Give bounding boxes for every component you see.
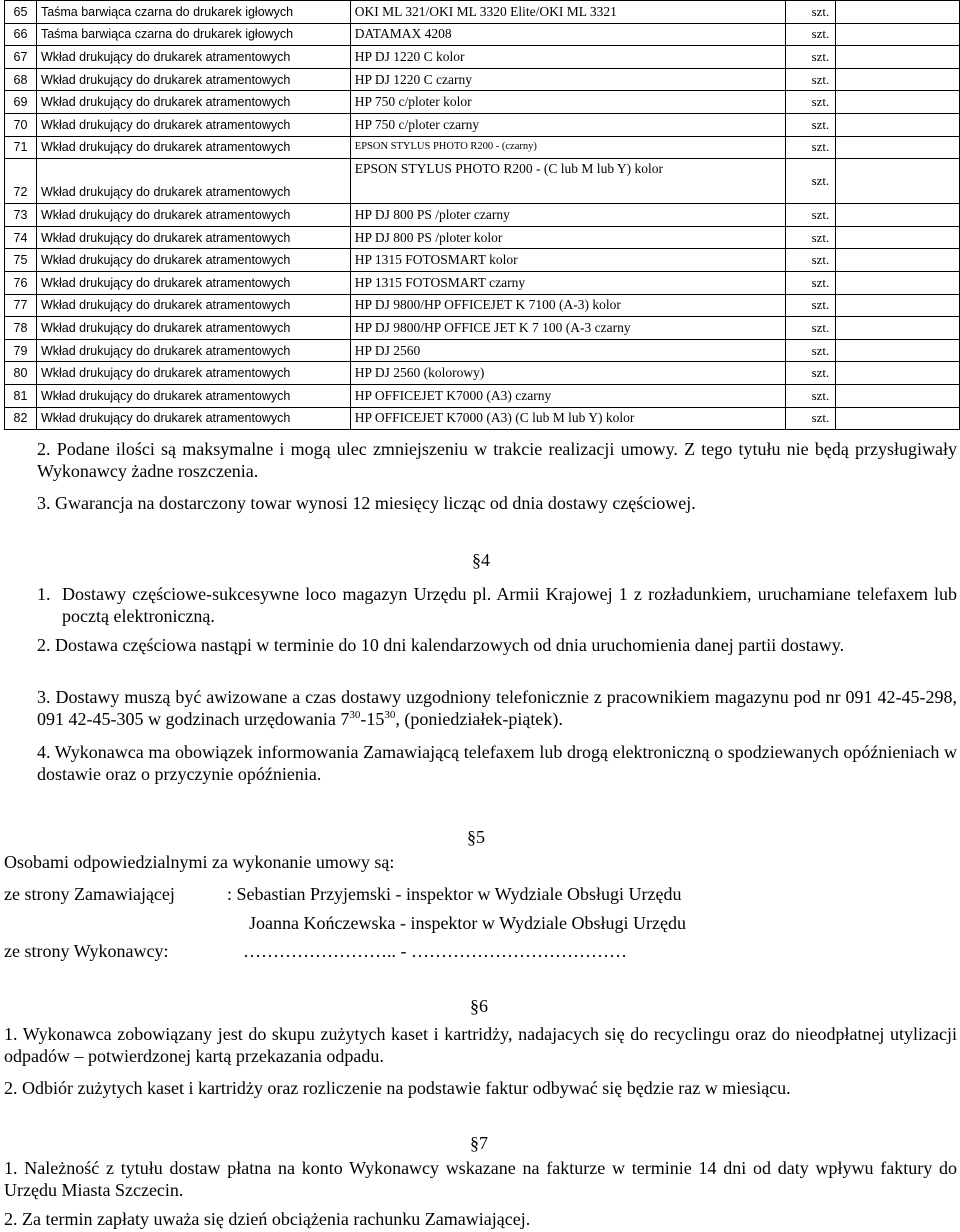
sec4-paragraph-1: Dostawy częściowe-sukcesywne loco magazyn Urzędu pl. Armii Krajowej 1 z rozładunkiem, uruchamiane telefaxem lub pocztą elektroniczną. [62, 584, 957, 626]
sec4-paragraph-1-number: 1. [37, 584, 51, 604]
cell-number: 66 [5, 23, 37, 46]
cell-printer-model: HP DJ 2560 (kolorowy) [350, 362, 786, 385]
cell-number: 65 [5, 1, 37, 24]
table-row [5, 317, 960, 340]
sec6-paragraph-1: 1. Wykonawca zobowiązany jest do skupu zużytych kaset i kartridży, nadajacych się do recyclingu oraz do nieodpłatnej utylizacji odpadów – potwierdzonej kartą przekazania odpadu. [4, 1024, 957, 1066]
sec7-paragraph-1: 1. Należność z tytułu dostaw płatna na konto Wykonawcy wskazane na fakturze w terminie 14 dni od daty wpływu faktury do Urzędu Miasta Szczecin. [4, 1158, 957, 1200]
cell-number: 76 [5, 271, 37, 294]
cell-quantity [836, 271, 960, 294]
table-row [5, 113, 960, 136]
sec4-paragraph-3: 3. Dostawy muszą być awizowane a czas dostawy uzgodniony telefonicznie z pracownikiem magazynu pod nr 091 42-45-298, 091 42-45-305 w godzinach urzędowania $7^{30}-15^{30}$, (poniedziałek-piątek). [37, 687, 957, 729]
cell-number: 78 [5, 317, 37, 340]
cell-printer-model: HP DJ 9800/HP OFFICE JET K 7 100 (A-3 czarny [350, 317, 786, 340]
cell-number: 82 [5, 407, 37, 430]
cell-unit: szt. [786, 204, 836, 227]
cell-printer-model: OKI ML 321/OKI ML 3320 Elite/OKI ML 3321 [350, 1, 786, 24]
table-row [5, 362, 960, 385]
sec5-intro: Osobami odpowiedzialnymi za wykonanie umowy są: [4, 852, 395, 872]
cell-item-name: Wkład drukujący do drukarek atramentowych [36, 249, 350, 272]
table-row [5, 294, 960, 317]
cell-item-name: Taśma barwiąca czarna do drukarek igłowych [36, 23, 350, 46]
cell-quantity [836, 1, 960, 24]
cell-item-name: Wkład drukujący do drukarek atramentowych [36, 136, 350, 159]
cell-item-name: Wkład drukujący do drukarek atramentowych [36, 46, 350, 69]
cell-printer-model: HP DJ 800 PS /ploter czarny [350, 204, 786, 227]
cell-quantity [836, 384, 960, 407]
cell-quantity [836, 46, 960, 69]
sec5-zamawiajacy-person-1: : Sebastian Przyjemski - inspektor w Wydziale Obsługi Urzędu [227, 884, 682, 904]
sec5-wykonawca-label: ze strony Wykonawcy: [4, 941, 169, 961]
cell-unit: szt. [786, 1, 836, 24]
cell-item-name: Wkład drukujący do drukarek atramentowych [36, 362, 350, 385]
cell-item-name: Wkład drukujący do drukarek atramentowych [36, 317, 350, 340]
cell-quantity [836, 317, 960, 340]
cell-printer-model: HP OFFICEJET K7000 (A3) czarny [350, 384, 786, 407]
cell-printer-model: DATAMAX 4208 [350, 23, 786, 46]
cell-printer-model: HP DJ 800 PS /ploter kolor [350, 226, 786, 249]
cell-unit: szt. [786, 46, 836, 69]
table-row [5, 249, 960, 272]
cell-number: 80 [5, 362, 37, 385]
table-row [5, 46, 960, 69]
cell-unit: szt. [786, 249, 836, 272]
sec6-paragraph-2: 2. Odbiór zużytych kaset i kartridży oraz rozliczenie na podstawie faktur odbywać się będzie raz w miesiącu. [4, 1078, 791, 1098]
cell-quantity [836, 204, 960, 227]
cell-printer-model: HP OFFICEJET K7000 (A3) (C lub M lub Y) kolor [350, 407, 786, 430]
table-row [5, 91, 960, 114]
cell-number: 74 [5, 226, 37, 249]
cell-printer-model: EPSON STYLUS PHOTO R200 - (czarny) [350, 136, 786, 159]
cell-unit: szt. [786, 23, 836, 46]
cell-quantity [836, 68, 960, 91]
cell-item-name: Wkład drukujący do drukarek atramentowych [36, 159, 350, 204]
cell-number: 75 [5, 249, 37, 272]
cell-item-name: Wkład drukujący do drukarek atramentowych [36, 339, 350, 362]
cell-item-name: Wkład drukujący do drukarek atramentowych [36, 204, 350, 227]
cell-printer-model: HP DJ 9800/HP OFFICEJET K 7100 (A-3) kolor [350, 294, 786, 317]
cell-unit: szt. [786, 407, 836, 430]
table-row [5, 159, 960, 204]
cell-number: 69 [5, 91, 37, 114]
cell-quantity [836, 249, 960, 272]
sec3-paragraph-2: 2. Podane ilości są maksymalne i mogą ulec zmniejszeniu w trakcie realizacji umowy. Z tego tytułu nie będą przysługiwały Wykonawcy żadne roszczenia. [37, 439, 957, 481]
cell-number: 81 [5, 384, 37, 407]
section-4-heading: §4 [472, 550, 490, 570]
cell-printer-model: HP DJ 1220 C kolor [350, 46, 786, 69]
sec5-wykonawca-value: …………………….. - ……………………………… [243, 941, 627, 961]
sec4-paragraph-4: 4. Wykonawca ma obowiązek informowania Zamawiającą telefaxem lub drogą elektroniczną o spodziewanych opóźnieniach w dostawie oraz o przyczynie opóźnienia. [37, 742, 957, 784]
cell-number: 71 [5, 136, 37, 159]
cell-item-name: Wkład drukujący do drukarek atramentowych [36, 407, 350, 430]
cell-unit: szt. [786, 339, 836, 362]
table-row [5, 384, 960, 407]
cell-quantity [836, 23, 960, 46]
cell-quantity [836, 226, 960, 249]
cell-quantity [836, 362, 960, 385]
cell-printer-model: EPSON STYLUS PHOTO R200 - (C lub M lub Y) kolor [350, 159, 786, 204]
cell-item-name: Wkład drukujący do drukarek atramentowych [36, 113, 350, 136]
cell-unit: szt. [786, 384, 836, 407]
cell-quantity [836, 159, 960, 204]
table-row [5, 204, 960, 227]
cell-printer-model: HP 1315 FOTOSMART czarny [350, 271, 786, 294]
cell-unit: szt. [786, 159, 836, 204]
cell-item-name: Wkład drukujący do drukarek atramentowych [36, 271, 350, 294]
cell-quantity [836, 294, 960, 317]
cell-item-name: Wkład drukujący do drukarek atramentowych [36, 226, 350, 249]
cell-item-name: Wkład drukujący do drukarek atramentowych [36, 384, 350, 407]
cell-quantity [836, 407, 960, 430]
table-row [5, 271, 960, 294]
cell-unit: szt. [786, 68, 836, 91]
cell-unit: szt. [786, 91, 836, 114]
table-row [5, 1, 960, 24]
cell-number: 70 [5, 113, 37, 136]
cell-unit: szt. [786, 294, 836, 317]
cell-printer-model: HP DJ 1220 C czarny [350, 68, 786, 91]
cell-item-name: Wkład drukujący do drukarek atramentowych [36, 294, 350, 317]
cell-unit: szt. [786, 136, 836, 159]
cell-unit: szt. [786, 226, 836, 249]
cell-unit: szt. [786, 317, 836, 340]
cell-printer-model: HP 750 c/ploter kolor [350, 91, 786, 114]
table-row [5, 226, 960, 249]
cell-number: 73 [5, 204, 37, 227]
cell-number: 72 [5, 159, 37, 204]
table-row [5, 23, 960, 46]
cell-number: 67 [5, 46, 37, 69]
sec5-zamawiajacy-label: ze strony Zamawiającej [4, 884, 175, 904]
cell-unit: szt. [786, 362, 836, 385]
table-row [5, 407, 960, 430]
cell-number: 77 [5, 294, 37, 317]
cell-item-name: Taśma barwiąca czarna do drukarek igłowych [36, 1, 350, 24]
items-table [4, 0, 960, 430]
cell-number: 79 [5, 339, 37, 362]
cell-item-name: Wkład drukujący do drukarek atramentowych [36, 68, 350, 91]
table-row [5, 136, 960, 159]
cell-quantity [836, 136, 960, 159]
cell-quantity [836, 113, 960, 136]
section-7-heading: §7 [470, 1133, 488, 1153]
sec3-paragraph-3: 3. Gwarancja na dostarczony towar wynosi 12 miesięcy licząc od dnia dostawy częściowej. [37, 493, 696, 513]
cell-unit: szt. [786, 271, 836, 294]
cell-number: 68 [5, 68, 37, 91]
section-5-heading: §5 [467, 827, 485, 847]
cell-printer-model: HP DJ 2560 [350, 339, 786, 362]
table-row [5, 68, 960, 91]
cell-printer-model: HP 1315 FOTOSMART kolor [350, 249, 786, 272]
sec7-paragraph-2: 2. Za termin zapłaty uważa się dzień obciążenia rachunku Zamawiającej. [4, 1209, 531, 1229]
sec4-paragraph-2: 2. Dostawa częściowa nastąpi w terminie do 10 dni kalendarzowych od dnia uruchomienia danej partii dostawy. [37, 635, 845, 655]
cell-quantity [836, 339, 960, 362]
cell-printer-model: HP 750 c/ploter czarny [350, 113, 786, 136]
cell-unit: szt. [786, 113, 836, 136]
cell-item-name: Wkład drukujący do drukarek atramentowych [36, 91, 350, 114]
table-row [5, 339, 960, 362]
sec5-zamawiajacy-person-2: Joanna Kończewska - inspektor w Wydziale Obsługi Urzędu [249, 913, 686, 933]
cell-quantity [836, 91, 960, 114]
section-6-heading: §6 [470, 996, 488, 1016]
